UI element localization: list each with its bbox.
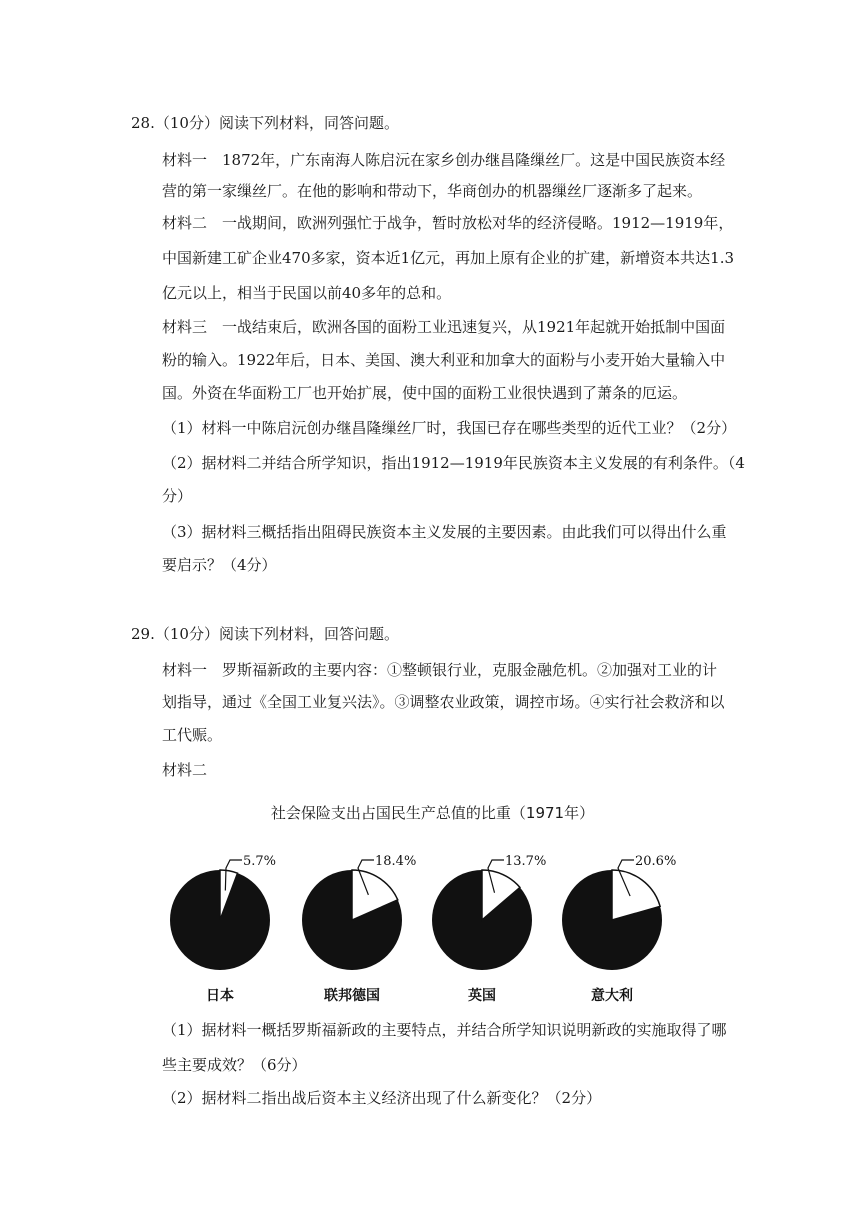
q29-subquestion: 些主要成效？（6分）	[162, 1056, 307, 1074]
q28-subquestion: （1）材料一中陈启沅创办继昌隆缫丝厂时，我国已存在哪些类型的近代工业？（2分）	[162, 419, 737, 437]
chart-title: 社会保险支出占国民生产总值的比重（1971年）	[270, 804, 595, 822]
pie-category-label: 日本	[206, 988, 234, 1004]
q28-line: 营的第一家缫丝厂。在他的影响和带动下，华商创办的机器缫丝厂逐渐多了起来。	[162, 182, 703, 200]
pie-category-label: 意大利	[591, 988, 633, 1004]
q28-subquestion: （3）据材料三概括指出阻碍民族资本主义发展的主要因素。由此我们可以得出什么重	[162, 523, 727, 541]
pie-value-label: 5.7%	[243, 854, 277, 869]
q28-line: 亿元以上，相当于民国以前40多年的总和。	[162, 284, 452, 302]
pie-value-label: 20.6%	[635, 854, 677, 869]
q29-line: 划指导，通过《全国工业复兴法》。③调整农业政策，调控市场。④实行社会救济和以	[162, 693, 725, 711]
q29-subquestion: （2）据材料二指出战后资本主义经济出现了什么新变化？（2分）	[162, 1089, 602, 1107]
q29-line: 工代赈。	[162, 726, 223, 744]
pie-value-label: 18.4%	[375, 854, 417, 869]
q28-line: 中国新建工矿企业470多家，资本近1亿元，再加上原有企业的扩建，新增资本共达1.3	[162, 249, 735, 267]
q28-line: 材料二 一战期间，欧洲列强忙于战争，暂时放松对华的经济侵略。1912—1919年，	[162, 214, 734, 232]
pie-category-label: 英国	[468, 988, 496, 1004]
q28-subquestion: （2）据材料二并结合所学知识，指出1912—1919年民族资本主义发展的有利条件。（4	[162, 454, 745, 472]
q28-line: 国。外资在华面粉工厂也开始扩展，使中国的面粉工业很快遇到了萧条的厄运。	[162, 384, 688, 402]
q28-line: 粉的输入。1922年后，日本、美国、澳大利亚和加拿大的面粉与小麦开始大量输入中	[162, 351, 726, 369]
pie-value-label: 13.7%	[505, 854, 547, 869]
q29-subquestion: （1）据材料一概括罗斯福新政的主要特点，并结合所学知识说明新政的实施取得了哪	[162, 1021, 727, 1039]
q29-line: 材料一 罗斯福新政的主要内容：①整顿银行业，克服金融危机。②加强对工业的计	[162, 661, 718, 679]
pie-charts	[150, 835, 730, 1010]
q29-header: 29.（10分）阅读下列材料，回答问题。	[131, 625, 399, 643]
q28-header: 28.（10分）阅读下列材料，同答问题。	[131, 114, 399, 132]
q28-subquestion: 要启示？（4分）	[162, 556, 277, 574]
q29-line: 材料二	[162, 761, 208, 779]
pie-category-label: 联邦德国	[324, 988, 380, 1004]
q28-subquestion: 分）	[162, 487, 193, 505]
q28-line: 材料三 一战结束后，欧洲各国的面粉工业迅速复兴，从1921年起就开始抵制中国面	[162, 318, 726, 336]
q28-line: 材料一 1872年，广东南海人陈启沅在家乡创办继昌隆缫丝厂。这是中国民族资本经	[162, 151, 726, 169]
